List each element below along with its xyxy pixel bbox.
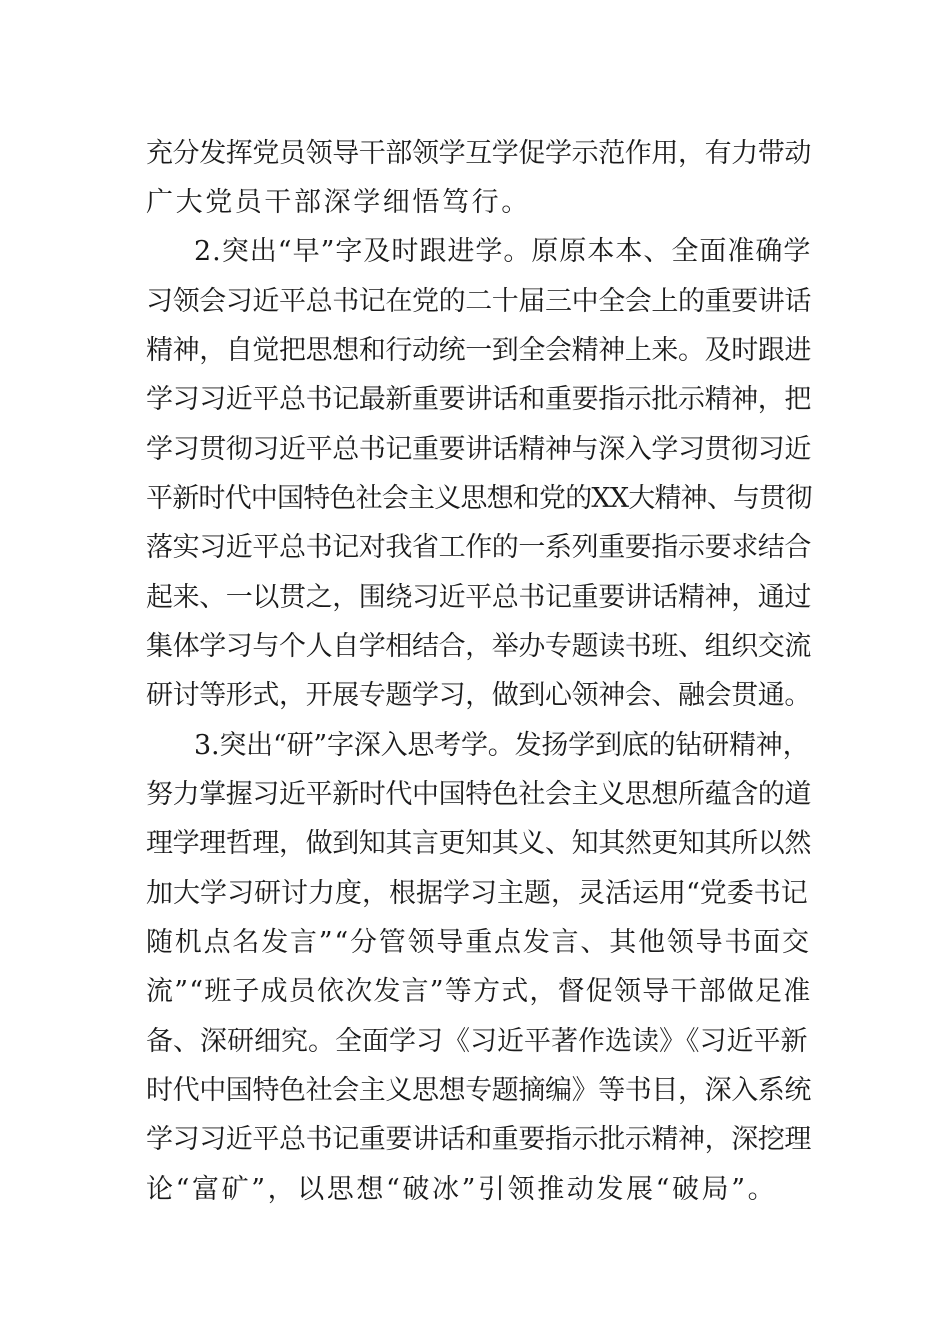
paragraph-heading-line: 2.突出“早”字及时跟进学。原原本本、全面准确学 [194, 236, 812, 267]
text-line: 努力掌握习近平新时代中国特色社会主义思想所蕴含的道 [146, 779, 811, 810]
text-line: 随机点名发言”“分管领导重点发言、其他领导书面交 [146, 927, 811, 958]
text-line: 学习习近平总书记最新重要讲话和重要指示批示精神，把 [146, 384, 811, 415]
text-line: 加大学习研讨力度，根据学习主题，灵活运用“党委书记 [146, 878, 808, 909]
text-line: 学习贯彻习近平总书记重要讲话精神与深入学习贯彻习近 [146, 434, 811, 465]
text-line: 备、深研细究。全面学习《习近平著作选读》《习近平新 [146, 1026, 808, 1057]
text-line: 时代中国特色社会主义思想专题摘编》等书目，深入系统 [146, 1075, 811, 1106]
text-line: 习领会习近平总书记在党的二十届三中全会上的重要讲话 [146, 286, 811, 317]
text-line: 集体学习与个人自学相结合，举办专题读书班、组织交流 [146, 631, 811, 662]
text-line: 论“富矿”，以思想“破冰”引领推动发展“破局”。 [146, 1174, 778, 1205]
text-line: 落实习近平总书记对我省工作的一系列重要指示要求结合 [146, 532, 811, 563]
text-line: 广大党员干部深学细悟笃行。 [146, 187, 531, 218]
text-line: 流”“班子成员依次发言”等方式，督促领导干部做足准 [146, 976, 812, 1007]
text-line: 平新时代中国特色社会主义思想和党的XX大精神、与贯彻 [146, 483, 812, 514]
text-line: 充分发挥党员领导干部领学互学促学示范作用，有力带动 [146, 138, 811, 169]
text-line: 精神，自觉把思想和行动统一到全会精神上来。及时跟进 [146, 335, 811, 366]
text-line: 理学理哲理，做到知其言更知其义、知其然更知其所以然 [146, 828, 811, 859]
paragraph-heading-line: 3.突出“研”字深入思考学。发扬学到底的钻研精神， [194, 730, 810, 761]
text-line: 学习习近平总书记重要讲话和重要指示批示精神，深挖理 [146, 1124, 811, 1155]
text-line: 研讨等形式，开展专题学习，做到心领神会、融会贯通。 [146, 680, 811, 711]
text-line: 起来、一以贯之，围绕习近平总书记重要讲话精神，通过 [146, 582, 811, 613]
